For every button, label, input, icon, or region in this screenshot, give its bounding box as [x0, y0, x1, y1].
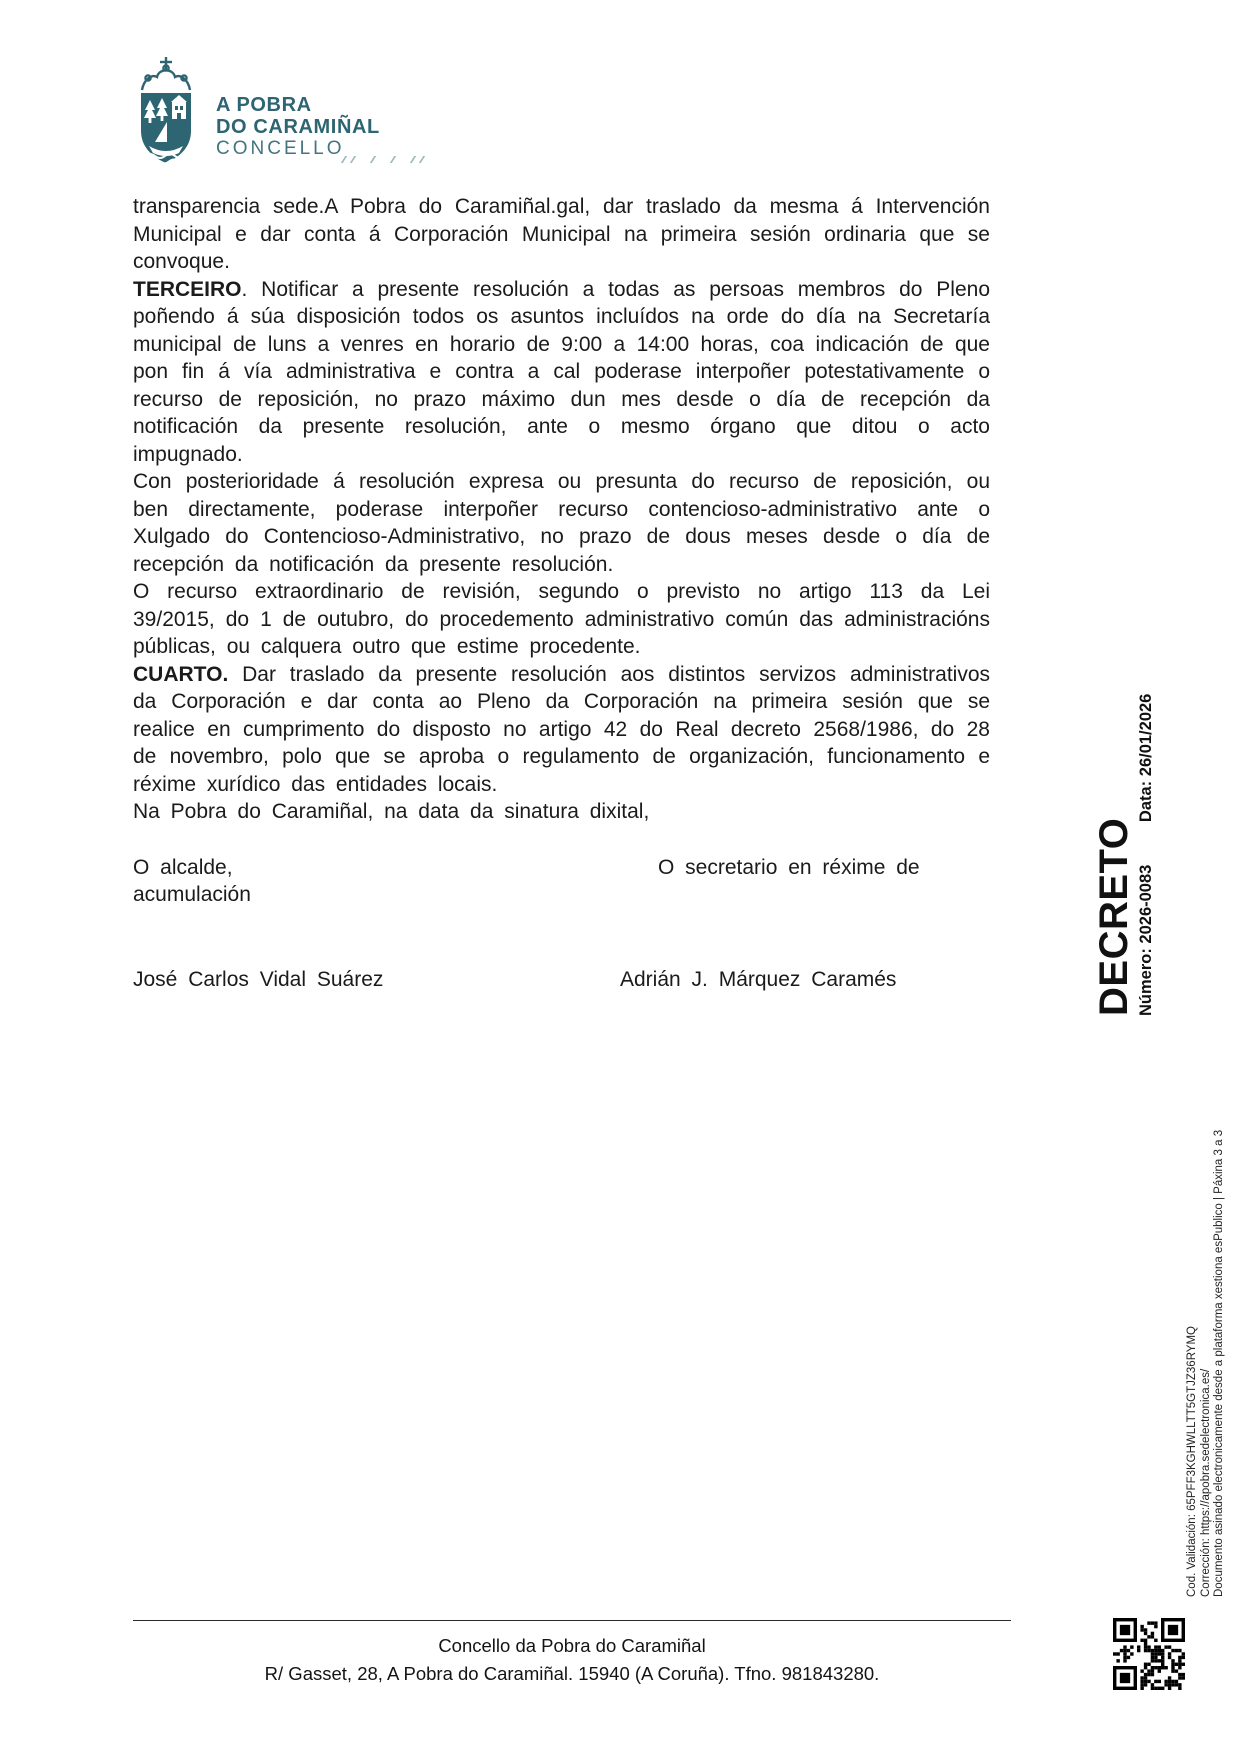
paragraph-text: . Notificar a presente resolución a todas as persoas membros do Pleno poñendo á súa disposición todos os asuntos incluídos na orde do día na Secretaría municipal de luns a venres en horario de 9:00 a 14:00 horas, coa indicación de que pon fin á vía administrativa e contra a cal poderase interpoñer potestativamente o recurso de reposición, no prazo máximo dun mes desde o día de recepción da notificación da presente resolución, ante o mesmo órgano que ditou o acto impugnado.	[133, 277, 990, 466]
role-alcalde: O alcalde,	[133, 855, 233, 879]
paragraph-recurso-extraordinario	[133, 578, 990, 661]
paragraph-text: O recurso extraordinario de revisión, segundo o previsto no artigo 113 da Lei 39/2015, do 1 de outubro, do procedemento administrativo común das administracións públicas, ou calquera outro que estime procedente.	[133, 580, 990, 658]
signature-names	[133, 966, 990, 994]
role-secretario-wrap: acumulación	[133, 883, 251, 906]
validation-code: Cod. Validación: 65PFF3KGHWLLTT5GTJZ36RYMQ	[1186, 1326, 1198, 1597]
validation-edge-strip	[1186, 975, 1227, 1597]
logo-concello-label: CONCELLO	[216, 138, 345, 159]
crest-icon	[133, 54, 199, 168]
footer-org: Concello da Pobra do Caramiñal	[438, 1635, 706, 1656]
decreto-date: Data: 26/01/2026	[1137, 693, 1155, 823]
logo-wordmark	[216, 54, 380, 160]
decreto-number: Número: 2026-0083	[1137, 864, 1155, 1016]
platform-note: Documento asinado electronicamente desde a plataforma xestiona esPublico | Páxina 3 a 3	[1213, 1129, 1225, 1597]
verification-url: Corrección: https://apobra.sedelectronica.es/	[1199, 1368, 1212, 1597]
paragraph-transparencia	[133, 193, 990, 276]
decreto-margin-block	[1093, 642, 1157, 1016]
decreto-title: DECRETO	[1092, 817, 1136, 1016]
paragraph-cuarto	[133, 661, 990, 799]
stamp-marks-decoration	[343, 150, 430, 168]
footer-address: R/ Gasset, 28, A Pobra do Caramiñal. 15940 (A Coruña). Tfno. 981843280.	[264, 1663, 880, 1684]
cuarto-label: CUARTO.	[133, 662, 229, 686]
signature-roles	[133, 854, 990, 909]
logo-name-line2: DO CARAMIÑAL	[216, 115, 380, 138]
footer-divider	[133, 1620, 1011, 1621]
qr-code	[1113, 1618, 1185, 1690]
paragraph-posterioridade	[133, 468, 990, 578]
role-secretario: O secretario en réxime de	[658, 855, 920, 879]
paragraph-text: Dar traslado da presente resolución aos distintos servizos administrativos da Corporación e dar conta ao Pleno da Corporación na primeira sesión que se realice en cumprimento do disposto no artigo 42 do Real decreto 2568/1986, do 28 de novembro, polo que se aproba o regulamento de organización, funcionamento e réxime xurídico das entidades locais.	[133, 662, 990, 796]
paragraph-place-date	[133, 798, 990, 826]
paragraph-text: Con posterioridade á resolución expresa ou presunta do recurso de reposición, ou ben directamente, poderase interpoñer recurso contencioso-administrativo ante o Xulgado do Contencioso-Administrativo, no prazo de dous meses desde o día de recepción da notificación da presente resolución.	[133, 470, 990, 576]
signature-name-secretario: Adrián J. Márquez Caramés	[620, 967, 897, 991]
decreto-meta	[1136, 642, 1157, 1016]
signature-name-alcalde: José Carlos Vidal Suárez	[133, 967, 384, 991]
document-body	[133, 193, 990, 993]
terceiro-label: TERCEIRO	[133, 277, 242, 301]
page-footer	[133, 1620, 1011, 1688]
logo-name-line1: A POBRA	[216, 94, 312, 116]
paragraph-terceiro	[133, 276, 990, 469]
paragraph-text: transparencia sede.A Pobra do Caramiñal.gal, dar traslado da mesma á Intervención Municipal e dar conta á Corporación Municipal na primeira sesión ordinaria que se convoque.	[133, 195, 990, 273]
paragraph-text: Na Pobra do Caramiñal, na data da sinatura dixital,	[133, 800, 650, 823]
